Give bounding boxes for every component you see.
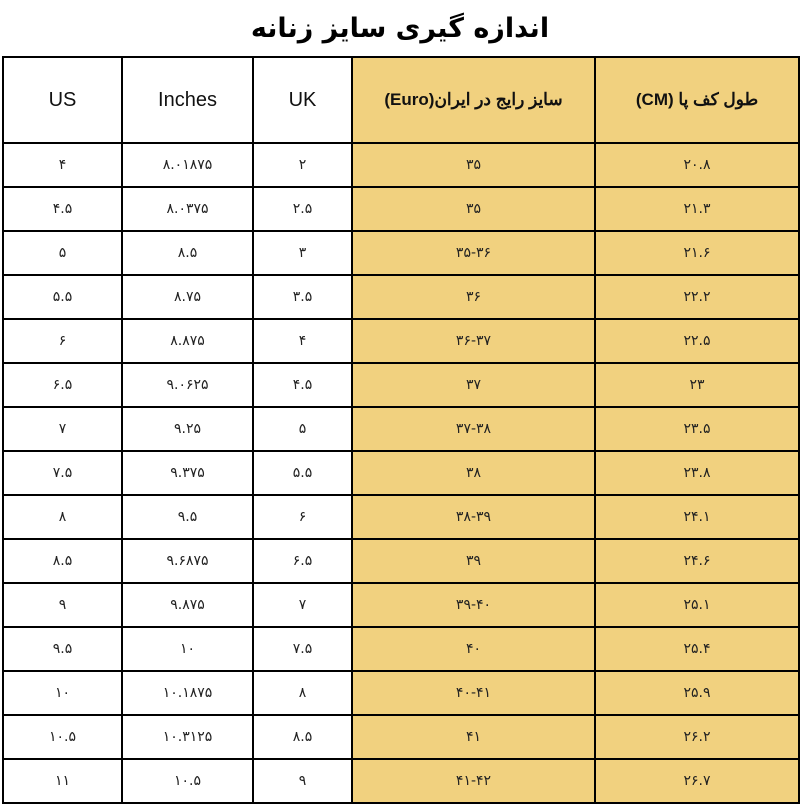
cell-inches: ۸.۵ xyxy=(122,231,253,275)
cell-euro: ۴۱-۴۲ xyxy=(352,759,595,803)
cell-uk: ۲.۵ xyxy=(253,187,352,231)
cell-us: ۱۱ xyxy=(3,759,122,803)
header-uk: UK xyxy=(253,57,352,143)
cell-uk: ۲ xyxy=(253,143,352,187)
cell-cm: ۲۳.۸ xyxy=(595,451,799,495)
table-row xyxy=(3,275,799,319)
cell-uk: ۷ xyxy=(253,583,352,627)
cell-euro: ۴۰-۴۱ xyxy=(352,671,595,715)
cell-us: ۵ xyxy=(3,231,122,275)
cell-cm: ۲۵.۴ xyxy=(595,627,799,671)
cell-uk: ۴.۵ xyxy=(253,363,352,407)
cell-inches: ۱۰ xyxy=(122,627,253,671)
cell-uk: ۵.۵ xyxy=(253,451,352,495)
cell-inches: ۹.۶۸۷۵ xyxy=(122,539,253,583)
cell-uk: ۷.۵ xyxy=(253,627,352,671)
cell-us: ۶.۵ xyxy=(3,363,122,407)
header-cm: طول کف پا (CM) xyxy=(595,57,799,143)
cell-us: ۷.۵ xyxy=(3,451,122,495)
cell-inches: ۸.۰۳۷۵ xyxy=(122,187,253,231)
table-row xyxy=(3,671,799,715)
cell-inches: ۸.۸۷۵ xyxy=(122,319,253,363)
table-row xyxy=(3,583,799,627)
header-inches: Inches xyxy=(122,57,253,143)
cell-uk: ۵ xyxy=(253,407,352,451)
cell-euro: ۳۵ xyxy=(352,143,595,187)
table-row xyxy=(3,187,799,231)
table-row xyxy=(3,319,799,363)
cell-cm: ۲۴.۱ xyxy=(595,495,799,539)
cell-inches: ۱۰.۱۸۷۵ xyxy=(122,671,253,715)
cell-us: ۹.۵ xyxy=(3,627,122,671)
cell-us: ۱۰ xyxy=(3,671,122,715)
cell-inches: ۹.۰۶۲۵ xyxy=(122,363,253,407)
cell-cm: ۲۰.۸ xyxy=(595,143,799,187)
cell-us: ۴.۵ xyxy=(3,187,122,231)
table-row xyxy=(3,627,799,671)
cell-uk: ۶.۵ xyxy=(253,539,352,583)
cell-cm: ۲۶.۲ xyxy=(595,715,799,759)
cell-us: ۵.۵ xyxy=(3,275,122,319)
cell-uk: ۴ xyxy=(253,319,352,363)
cell-uk: ۸ xyxy=(253,671,352,715)
cell-inches: ۹.۲۵ xyxy=(122,407,253,451)
header-euro: سایز رایج در ایران(Euro) xyxy=(352,57,595,143)
cell-inches: ۹.۳۷۵ xyxy=(122,451,253,495)
cell-euro: ۴۱ xyxy=(352,715,595,759)
table-row xyxy=(3,407,799,451)
cell-us: ۸.۵ xyxy=(3,539,122,583)
cell-cm: ۲۲.۲ xyxy=(595,275,799,319)
cell-inches: ۹.۵ xyxy=(122,495,253,539)
cell-cm: ۲۱.۶ xyxy=(595,231,799,275)
cell-euro: ۳۵-۳۶ xyxy=(352,231,595,275)
cell-euro: ۳۵ xyxy=(352,187,595,231)
table-row xyxy=(3,451,799,495)
cell-inches: ۱۰.۵ xyxy=(122,759,253,803)
cell-inches: ۱۰.۳۱۲۵ xyxy=(122,715,253,759)
table-row xyxy=(3,715,799,759)
cell-euro: ۳۷-۳۸ xyxy=(352,407,595,451)
cell-euro: ۳۸ xyxy=(352,451,595,495)
cell-us: ۷ xyxy=(3,407,122,451)
cell-euro: ۳۶ xyxy=(352,275,595,319)
table-row xyxy=(3,539,799,583)
cell-us: ۹ xyxy=(3,583,122,627)
cell-cm: ۲۳.۵ xyxy=(595,407,799,451)
size-table xyxy=(2,56,800,804)
cell-euro: ۳۹-۴۰ xyxy=(352,583,595,627)
table-row xyxy=(3,143,799,187)
cell-uk: ۳ xyxy=(253,231,352,275)
table-row xyxy=(3,495,799,539)
cell-cm: ۲۵.۹ xyxy=(595,671,799,715)
page-title: اندازه گیری سایز زنانه xyxy=(250,12,550,44)
cell-cm: ۲۴.۶ xyxy=(595,539,799,583)
cell-euro: ۳۹ xyxy=(352,539,595,583)
cell-us: ۴ xyxy=(3,143,122,187)
cell-cm: ۲۲.۵ xyxy=(595,319,799,363)
cell-cm: ۲۶.۷ xyxy=(595,759,799,803)
cell-cm: ۲۵.۱ xyxy=(595,583,799,627)
cell-us: ۱۰.۵ xyxy=(3,715,122,759)
cell-uk: ۸.۵ xyxy=(253,715,352,759)
cell-euro: ۳۸-۳۹ xyxy=(352,495,595,539)
header-us: US xyxy=(3,57,122,143)
cell-inches: ۸.۰۱۸۷۵ xyxy=(122,143,253,187)
table-row xyxy=(3,363,799,407)
cell-euro: ۳۶-۳۷ xyxy=(352,319,595,363)
cell-euro: ۴۰ xyxy=(352,627,595,671)
cell-us: ۸ xyxy=(3,495,122,539)
cell-inches: ۸.۷۵ xyxy=(122,275,253,319)
header-row xyxy=(3,57,799,143)
cell-uk: ۶ xyxy=(253,495,352,539)
cell-us: ۶ xyxy=(3,319,122,363)
table-row xyxy=(3,231,799,275)
table-row xyxy=(3,759,799,803)
cell-inches: ۹.۸۷۵ xyxy=(122,583,253,627)
cell-cm: ۲۱.۳ xyxy=(595,187,799,231)
cell-uk: ۳.۵ xyxy=(253,275,352,319)
cell-euro: ۳۷ xyxy=(352,363,595,407)
cell-uk: ۹ xyxy=(253,759,352,803)
cell-cm: ۲۳ xyxy=(595,363,799,407)
